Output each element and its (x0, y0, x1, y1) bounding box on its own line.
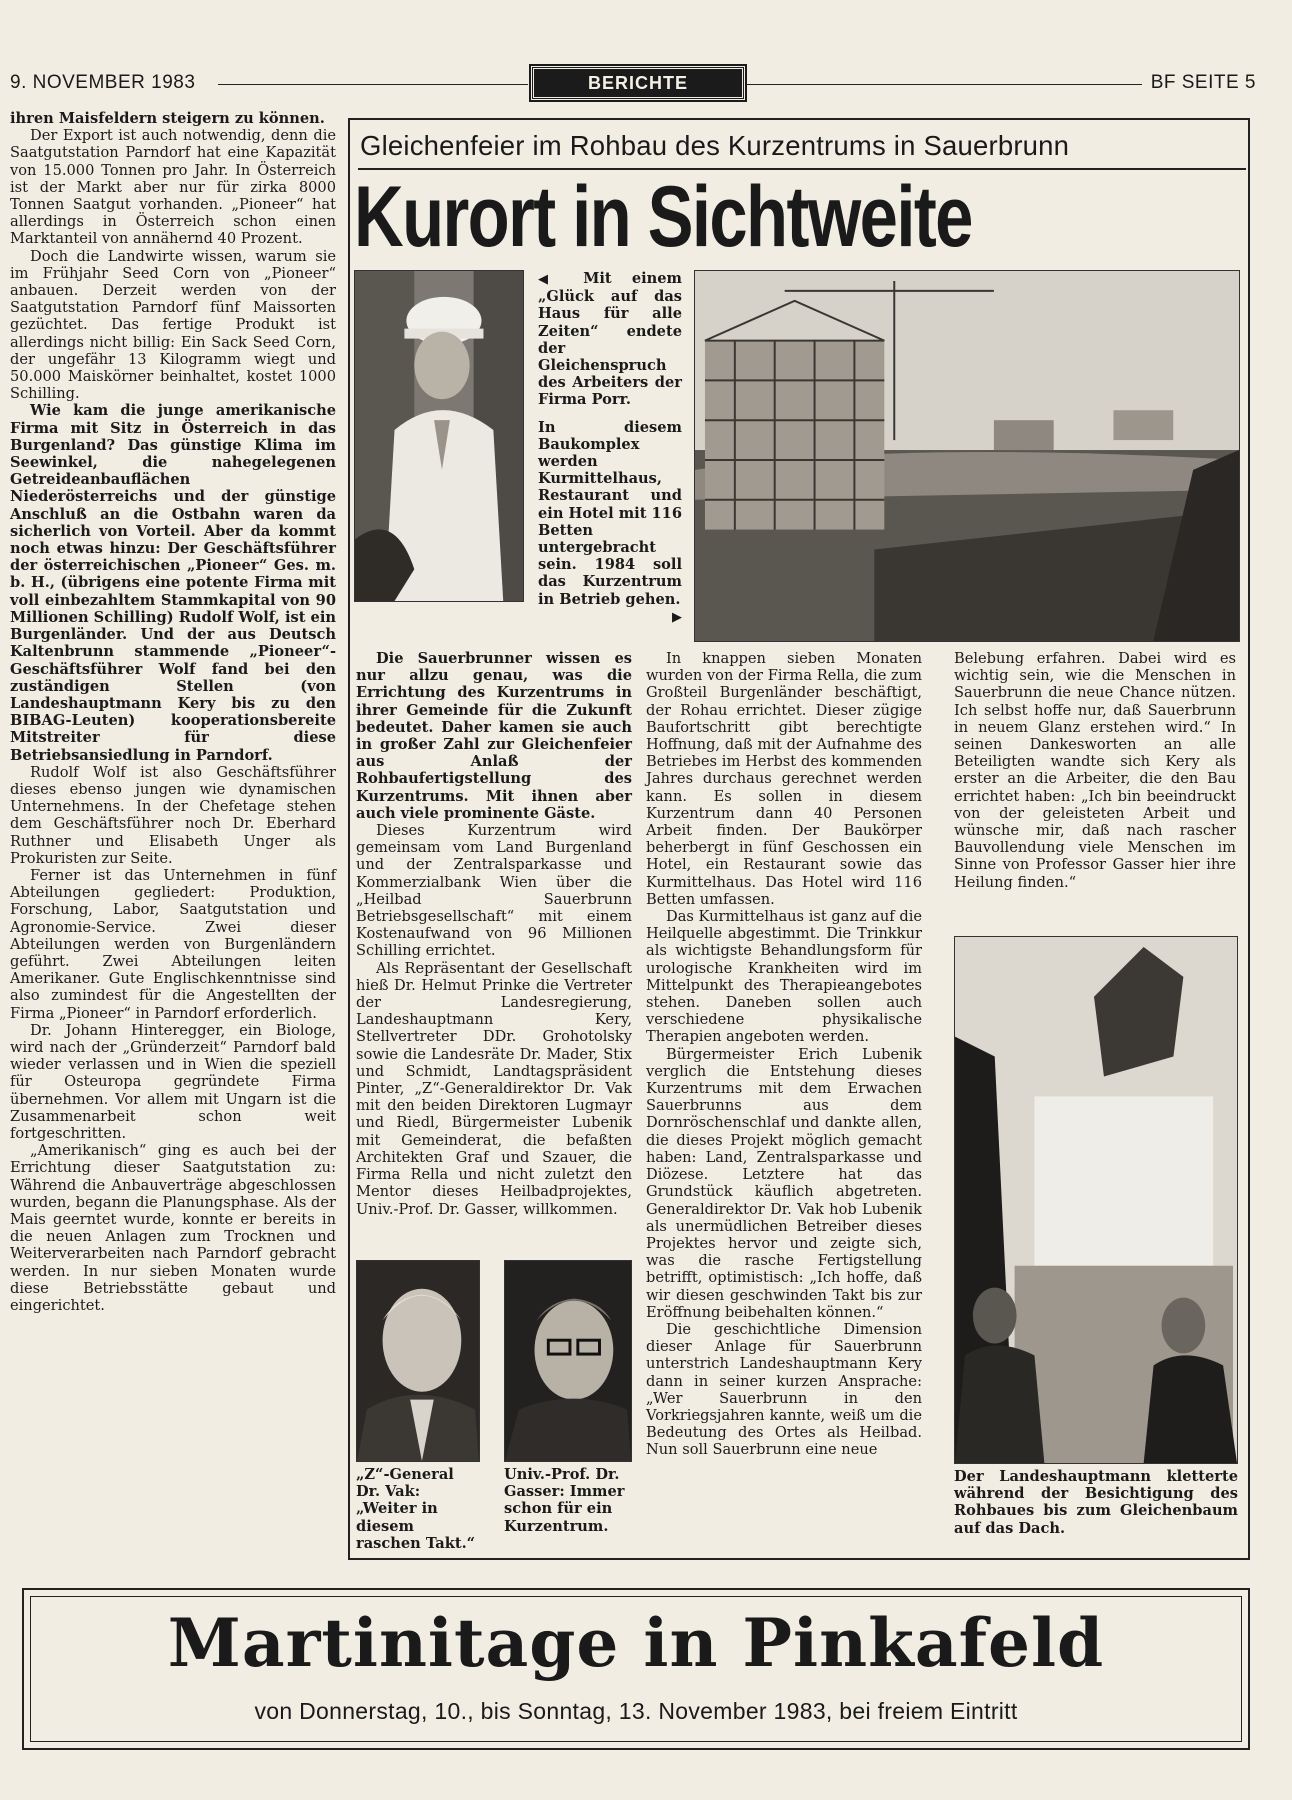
caption-text-1: Mit einem „Glück auf das Haus für alle Zeiten“ endete der Gleichenspruch des Arbeiters der Firma Porr. (538, 270, 682, 409)
vak-portrait-photo (356, 1260, 480, 1462)
caption-text-2: In diesem Baukomplex werden Kurmittelhaus, Restaurant und ein Hotel mit 116 Betten untergebracht sein. 1984 soll das Kurzentrum in Betrieb gehen. (538, 418, 682, 608)
article-headline: Kurort in Sichtweite (354, 169, 972, 265)
gasser-caption: Univ.-Prof. Dr. Gasser: Immer schon für ein Kurzentrum. (504, 1466, 625, 1535)
feature-paragraph-bold: Die Sauerbrunner wissen es nur allzu genau, was die Errichtung des Kurzentrums in ihrer Gemeinde für die Zukunft bedeutet. Daher kamen sie auch in großer Zahl zur Gleichenfeier aus Anlaß der Rohbaufertigstellung des Kurzentrums. Mit ihnen aber auch viele prominente Gäste. (356, 650, 632, 822)
left-paragraph: Doch die Landwirte wissen, warum sie im Frühjahr Seed Corn von „Pioneer“ anbauen. Derzeit werden von der Saatgutstation Parndorf fünf Maissorten gezüchtet. Das fertige Produkt ist allerdings nicht billig: Ein Sack Seed Corn, der ungefähr 13 Kilogramm wiegt und 50.000 Maiskörner beinhaltet, kostet 1000 Schilling. (10, 247, 336, 403)
worker-photo (354, 270, 524, 602)
page-number: BF SEITE 5 (1150, 72, 1256, 93)
left-paragraph: Der Export ist auch notwendig, denn die Saatgutstation Parndorf hat eine Kapazität von 15.000 Tonnen pro Jahr. In Österreich ist der Markt aber nur für zirka 8000 Tonnen Saatgut vorhanden. „Pioneer“ hat allerdings in Österreich schon einen Marktanteil von annähernd 40 Prozent. (10, 127, 336, 248)
advertisement-title: Martinitage in Pinkafeld (167, 1604, 1105, 1682)
kery-rooftop-photo (954, 936, 1238, 1464)
feature-column-4 (954, 650, 1236, 891)
construction-site-photo (694, 270, 1240, 642)
kery-caption: Der Landeshauptmann kletterte während der Besichtigung des Rohbaues bis zum Gleichenbaum auf das Dach. (954, 1468, 1238, 1537)
feature-column-2 (356, 650, 632, 1218)
section-label: BERICHTE (531, 66, 745, 100)
feature-paragraph: Die geschichtliche Dimension dieser Anlage für Sauerbrunn unterstrich Landeshauptmann Kery dann in seiner kurzen Ansprache: „Wer Sauerbrunn in den Vorkriegsjahren kannte, weiß um die Bedeutung des Ortes als Heilbad. Nun soll Sauerbrunn eine neue (646, 1320, 922, 1459)
arrow-right-icon: ▶ (672, 609, 682, 625)
article-kicker: Gleichenfeier im Rohbau des Kurzentrums in Sauerbrunn (360, 130, 1070, 161)
left-paragraph: Dr. Johann Hinteregger, ein Biologe, wird nach der „Gründerzeit“ Parndorf bald wieder verlassen und in Wien die speziell für Osteuropa gegründete Firma übernehmen. Vor allem mit Ungarn ist die Zusammenarbeit schon weit fortgeschritten. (10, 1021, 336, 1142)
left-paragraph: Ferner ist das Unternehmen in fünf Abteilungen gegliedert: Produktion, Forschung, Labor, Saatgutstation und Agronomie-Service. Zwei dieser Abteilungen werden von Burgenländern geführt. Zwei Abteilungen leiten Amerikaner. Gute Englischkenntnisse sind also zumindest für die Angestellten der Firma „Pioneer“ in Parndorf erforderlich. (10, 866, 336, 1022)
left-article-column (10, 110, 336, 1314)
left-paragraph: Rudolf Wolf ist also Geschäftsführer dieses ebenso jungen wie dynamischen Unternehmens. In der Chefetage stehen dem Geschäftsführer noch Dr. Eberhard Ruthner und Elisabeth Unger als Prokuristen zur Seite. (10, 763, 336, 867)
gasser-portrait-photo (504, 1260, 632, 1462)
feature-paragraph: Bürgermeister Erich Lubenik verglich die Entstehung dieses Kurzentrums mit dem Erwachen Sauerbrunns aus dem Dornröschenschlaf und dankte allen, die dieses Projekt möglich gemacht haben: Land, Zentralsparkasse und Diözese. Letztere hat das Grundstück käuflich abgetreten. Generaldirektor Dr. Vak hob Lubenik als unermüdlichen Betreiber dieses Projektes hervor und zeigte sich, was die rasche Fertigstellung betrifft, optimistisch: „Ich hoffe, daß wir diesen geschwinden Takt bis zur Eröffnung beibehalten können.“ (646, 1045, 922, 1321)
feature-paragraph: Dieses Kurzentrum wird gemeinsam vom Land Burgenland und der Zentralsparkasse und Kommerzialbank Wien über die „Heilbad Sauerbrunn Betriebsgesellschaft“ mit einem Kostenaufwand von 96 Millionen Schilling errichtet. (356, 822, 632, 960)
arrow-left-icon: ◀ (538, 272, 564, 287)
feature-paragraph: Das Kurmittelhaus ist ganz auf die Heilquelle abgestimmt. Die Trinkkur als wichtigste Behandlungsform für urologische Krankheiten wird im Mittelpunkt des Therapieangebotes stehen. Daneben sollen auch verschiedene physikalische Therapien angeboten werden. (646, 908, 922, 1046)
advertisement-subtitle: von Donnerstag, 10., bis Sonntag, 13. November 1983, bei freiem Eintritt (254, 1698, 1018, 1724)
feature-paragraph: Als Repräsentant der Gesellschaft hieß Dr. Helmut Prinke die Vertreter der Landesregierung, Landeshauptmann Kery, Stellvertreter DDr. Grohotolsky sowie die Landesräte Dr. Mader, Stix und Schmidt, Landtagspräsident Pinter, „Z“-Generaldirektor Dr. Vak mit den beiden Direktoren Lugmayr und Riedl, Bürgermeister Lubenik mit Gemeinderat, die befaßten Architekten Graf und Szauer, die Firma Rella und nicht zuletzt den Mentor dieses Heilbadprojektes, Univ.-Prof. Dr. Gasser, willkommen. (356, 959, 632, 1218)
left-paragraph-bold: Wie kam die junge amerikanische Firma mit Sitz in Österreich in das Burgenland? Das günstige Klima im Seewinkel, die nahegelegenen Getreideanbauflächen Niederösterreichs und der günstige Anschluß an die Ostbahn waren da sicherlich von Vorteil. Aber da kommt noch etwas hinzu: Der Geschäftsführer der österreichischen „Pioneer“ Ges. m. b. H., (übrigens eine potente Firma mit voll einbezahltem Stammkapital von 90 Millionen Schilling) Rudolf Wolf, ist ein Burgenländer. Und der aus Deutsch Kaltenbrunn stammende „Pioneer“-Geschäftsführer Wolf fand bei den zuständigen Stellen (von Landeshauptmann Kery bis zu den BIBAG-Leuten) kooperationsbereite Mitstreiter für diese Betriebsansiedlung in Parndorf. (10, 402, 336, 764)
feature-paragraph: Belebung erfahren. Dabei wird es wichtig sein, wie die Menschen in Sauerbrunn die neue Chance nützen. Ich selbst hoffe nur, daß Sauerbrunn in neuem Glanz erstehen wird.“ In seinen Dankesworten an alle Beteiligten wandte sich Kery als erster an die Arbeiter, die den Bau errichtet haben: „Ich bin beeindruckt von der geleisteten Arbeit und wünsche mir, daß nach rascher Bauvollendung viele Menschen im Sinne von Professor Gasser hier ihre Heilung finden.“ (954, 650, 1236, 891)
issue-date: 9. NOVEMBER 1983 (10, 72, 196, 93)
left-paragraph: „Amerikanisch“ ging es auch bei der Errichtung dieser Saatgutstation zu: Während die Anbauverträge abgeschlossen wurden, begann die Planungsphase. Als der Mais geerntet wurde, konnte er bereits in die neuen Anlagen zum Trocknen und Weiterverarbeiten nach Parndorf gebracht werden. In nur sieben Monaten wurde diese Betriebsstätte gebaut und eingerichtet. (10, 1142, 336, 1315)
feature-column-3 (646, 650, 922, 1459)
photo-caption-top (538, 270, 682, 626)
vak-caption: „Z“-General Dr. Vak: „Weiter in diesem raschen Takt.“ (356, 1466, 476, 1552)
left-paragraph: ihren Maisfeldern steigern zu können. (10, 110, 325, 127)
header-rule-right (747, 84, 1142, 85)
feature-paragraph: In knappen sieben Monaten wurden von der Firma Rella, die zum Großteil Burgenländer beschäftigt, der Rohau errichtet. Dieser zügige Baufortschritt gibt berechtigte Hoffnung, daß mit der Aufnahme des Betriebes im Herbst des kommenden Jahres durchaus gerechnet werden kann. Es sollen in diesem Kurzentrum dann 40 Personen Arbeit finden. Der Baukörper beherbergt in fünf Geschossen ein Hotel, ein Restaurant sowie das Kurmittelhaus. Das Hotel wird 116 Betten umfassen. (646, 650, 922, 908)
header-rule-left (218, 84, 528, 85)
